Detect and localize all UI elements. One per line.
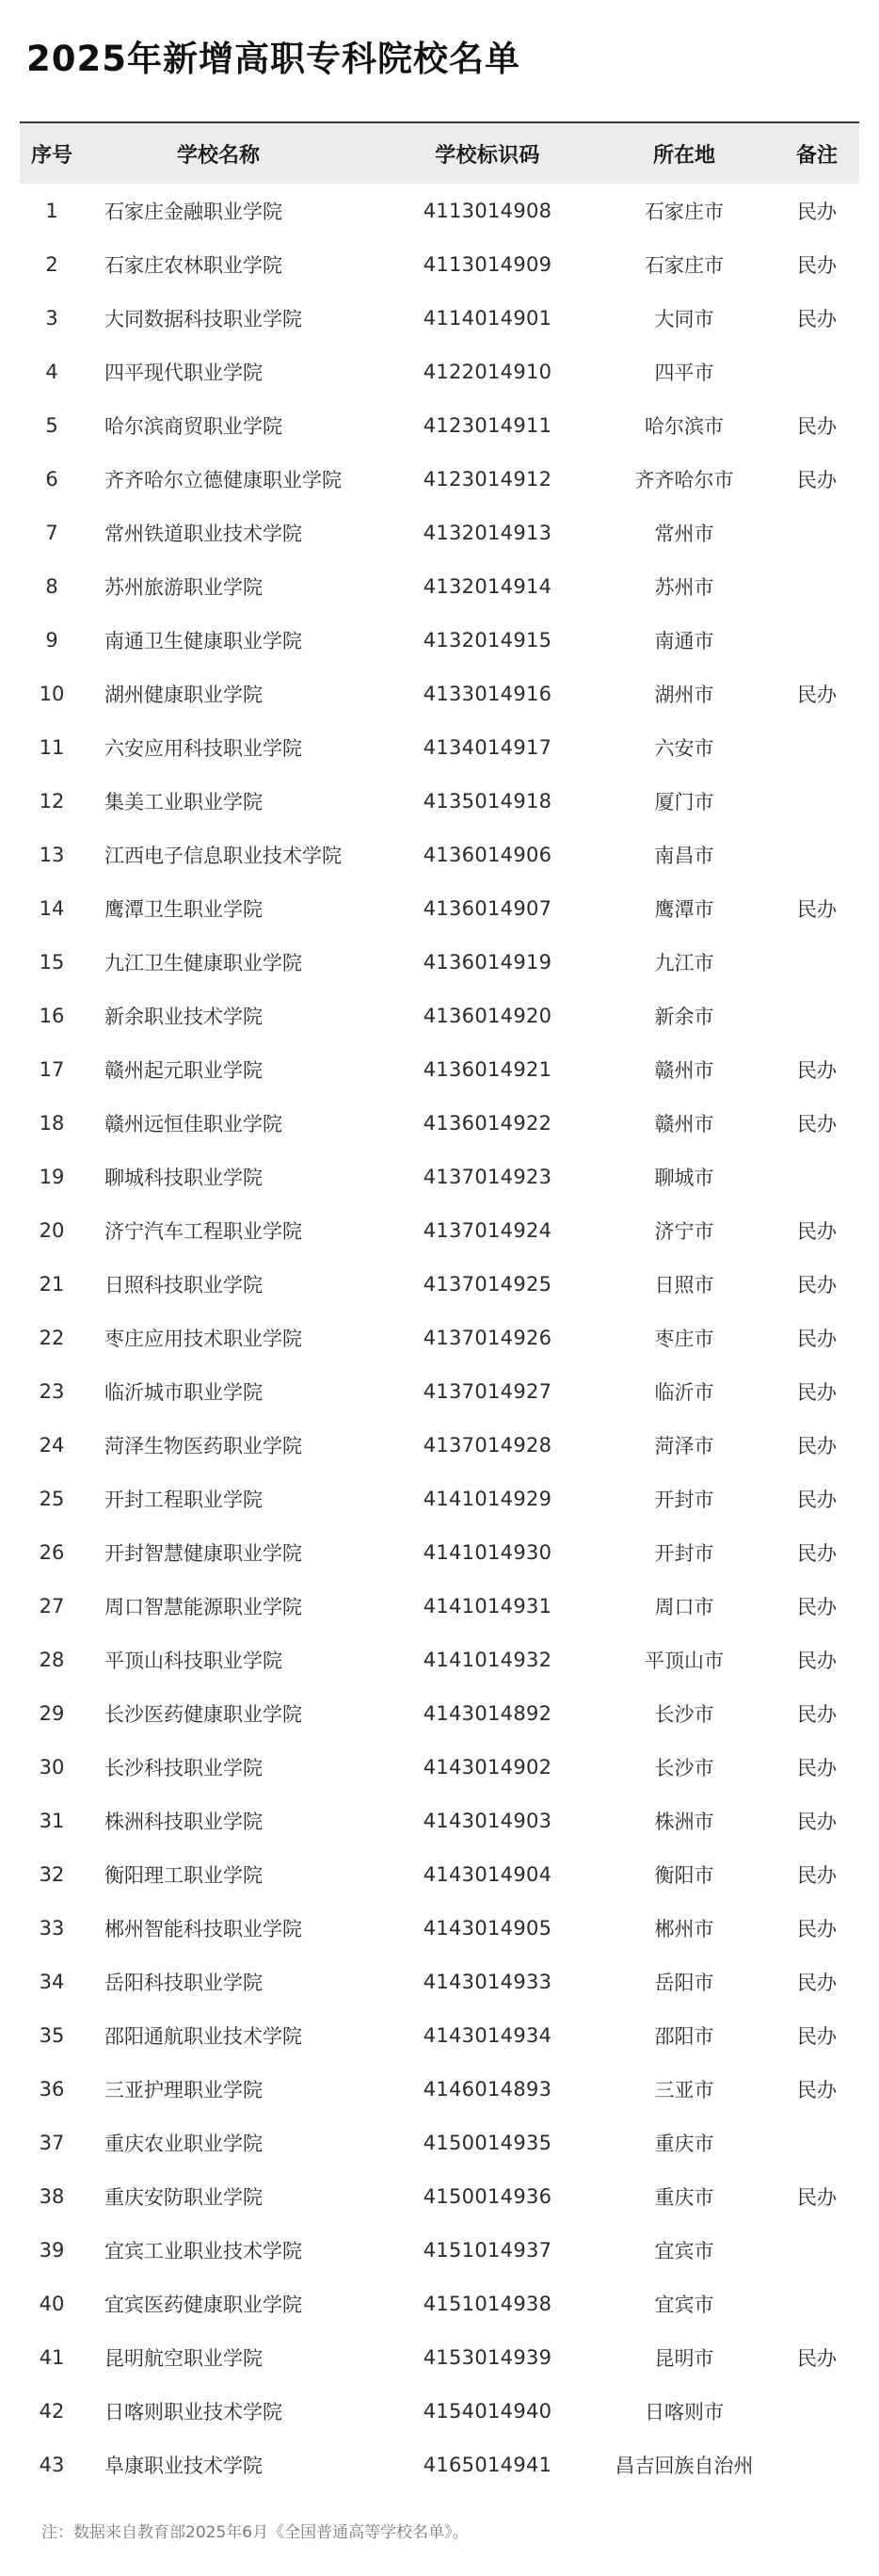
cell-name: 长沙科技职业学院 [104, 1756, 263, 1779]
cell-location: 齐齐哈尔市 [634, 468, 734, 491]
cell-no: 28 [39, 1648, 65, 1671]
cell-location: 四平市 [654, 361, 714, 384]
table-row [20, 2008, 859, 2062]
cell-no: 8 [45, 574, 58, 598]
cell-location: 南昌市 [654, 844, 714, 867]
cell-location: 常州市 [654, 522, 714, 545]
cell-no: 3 [45, 306, 58, 330]
cell-location: 枣庄市 [654, 1327, 714, 1350]
cell-location: 衡阳市 [654, 1863, 714, 1887]
table-row [20, 2169, 859, 2223]
cell-no: 37 [39, 2131, 65, 2154]
cell-no: 34 [39, 1970, 65, 1993]
cell-name: 宜宾工业职业技术学院 [104, 2239, 302, 2262]
cell-note: 民办 [797, 1058, 837, 1082]
cell-note: 民办 [797, 1327, 837, 1350]
table-row [20, 2384, 859, 2438]
cell-location: 湖州市 [654, 683, 714, 706]
cell-name: 新余职业技术学院 [104, 1005, 263, 1028]
cell-no: 38 [39, 2184, 65, 2208]
table-row [20, 1096, 859, 1150]
table-row [20, 237, 859, 291]
cell-name: 邵阳通航职业技术学院 [104, 2024, 302, 2048]
table-row [20, 935, 859, 989]
table-row [20, 1525, 859, 1579]
cell-location: 株洲市 [654, 1810, 714, 1833]
cell-code: 4132014915 [423, 628, 552, 652]
cell-note: 民办 [797, 414, 837, 438]
cell-code: 4150014936 [423, 2184, 552, 2208]
cell-no: 27 [39, 1594, 65, 1618]
table-row [20, 2062, 859, 2116]
cell-no: 33 [39, 1916, 65, 1940]
header-no: 序号 [30, 143, 72, 168]
table-row [20, 2277, 859, 2330]
table-row [20, 1955, 859, 2008]
cell-no: 18 [39, 1111, 65, 1135]
cell-location: 六安市 [654, 736, 714, 760]
cell-location: 日喀则市 [645, 2400, 724, 2423]
table-row [20, 613, 859, 667]
header-note: 备注 [795, 143, 838, 168]
table-row [20, 1794, 859, 1847]
cell-note: 民办 [797, 1863, 837, 1887]
cell-code: 4132014914 [423, 574, 552, 598]
cell-name: 日喀则职业技术学院 [104, 2400, 282, 2423]
cell-code: 4154014940 [423, 2399, 552, 2423]
table-row [20, 2438, 859, 2491]
cell-no: 21 [39, 1272, 65, 1296]
cell-name: 哈尔滨商贸职业学院 [104, 414, 282, 438]
cell-name: 三亚护理职业学院 [104, 2078, 263, 2101]
cell-code: 4150014935 [423, 2131, 552, 2154]
cell-location: 九江市 [654, 951, 714, 974]
cell-name: 鹰潭卫生职业学院 [104, 897, 263, 921]
cell-code: 4136014919 [423, 950, 552, 974]
cell-name: 江西电子信息职业技术学院 [104, 844, 342, 867]
cell-no: 25 [39, 1487, 65, 1510]
cell-no: 4 [45, 360, 58, 383]
cell-code: 4133014916 [423, 682, 552, 705]
cell-no: 12 [39, 789, 65, 813]
cell-name: 枣庄应用技术职业学院 [104, 1327, 302, 1350]
table-row [20, 667, 859, 720]
cell-name: 赣州起元职业学院 [104, 1058, 263, 1082]
cell-location: 哈尔滨市 [645, 414, 724, 438]
cell-note: 民办 [797, 253, 837, 277]
cell-no: 41 [39, 2345, 65, 2369]
cell-note: 民办 [797, 1756, 837, 1779]
cell-code: 4123014912 [423, 467, 552, 491]
cell-location: 聊城市 [654, 1166, 714, 1189]
cell-location: 赣州市 [654, 1112, 714, 1135]
cell-no: 36 [39, 2077, 65, 2101]
cell-no: 31 [39, 1809, 65, 1832]
header-location: 所在地 [652, 143, 715, 168]
table-row [20, 881, 859, 935]
cell-name: 临沂城市职业学院 [104, 1380, 263, 1404]
cell-code: 4151014937 [423, 2238, 552, 2262]
cell-name: 石家庄农林职业学院 [104, 253, 282, 277]
cell-location: 开封市 [654, 1488, 714, 1511]
cell-note: 民办 [797, 1488, 837, 1511]
cell-code: 4113014909 [423, 252, 552, 276]
cell-location: 开封市 [654, 1541, 714, 1565]
page-title: 2025年新增高职专科院校名单 [26, 39, 520, 79]
table-row [20, 559, 859, 613]
cell-code: 4141014930 [423, 1540, 552, 1564]
cell-no: 16 [39, 1004, 65, 1027]
table-body [20, 184, 859, 2491]
cell-no: 17 [39, 1057, 65, 1081]
table-row [20, 1257, 859, 1311]
cell-location: 重庆市 [654, 2132, 714, 2155]
cell-no: 32 [39, 1862, 65, 1886]
cell-location: 长沙市 [654, 1702, 714, 1726]
cell-name: 济宁汽车工程职业学院 [104, 1219, 302, 1243]
cell-note: 民办 [797, 1380, 837, 1404]
cell-no: 39 [39, 2238, 65, 2262]
cell-no: 22 [39, 1326, 65, 1349]
cell-no: 42 [39, 2399, 65, 2423]
cell-no: 7 [45, 521, 58, 544]
cell-note: 民办 [797, 468, 837, 491]
cell-note: 民办 [797, 1917, 837, 1940]
table-row [20, 1150, 859, 1203]
cell-code: 4143014934 [423, 2023, 552, 2047]
cell-name: 衡阳理工职业学院 [104, 1863, 263, 1887]
cell-code: 4143014905 [423, 1916, 552, 1940]
cell-location: 新余市 [654, 1005, 714, 1028]
cell-note: 民办 [797, 307, 837, 330]
header-code: 学校标识码 [435, 143, 540, 168]
cell-code: 4137014927 [423, 1379, 552, 1403]
table-row [20, 184, 859, 237]
cell-location: 厦门市 [654, 790, 714, 813]
cell-location: 郴州市 [654, 1917, 714, 1940]
cell-code: 4136014907 [423, 896, 552, 920]
cell-code: 4136014920 [423, 1004, 552, 1027]
cell-no: 6 [45, 467, 58, 491]
cell-name: 周口智慧能源职业学院 [104, 1595, 302, 1618]
cell-location: 苏州市 [654, 575, 714, 599]
cell-code: 4146014893 [423, 2077, 552, 2101]
cell-note: 民办 [797, 1273, 837, 1296]
cell-note: 民办 [797, 1541, 837, 1565]
cell-no: 11 [39, 735, 65, 759]
cell-name: 集美工业职业学院 [104, 790, 263, 813]
cell-name: 重庆农业职业学院 [104, 2132, 263, 2155]
cell-note: 民办 [797, 1702, 837, 1726]
table-row [20, 1579, 859, 1633]
cell-name: 六安应用科技职业学院 [104, 736, 302, 760]
cell-code: 4165014941 [423, 2453, 552, 2476]
cell-no: 15 [39, 950, 65, 974]
cell-no: 30 [39, 1755, 65, 1779]
cell-code: 4136014906 [423, 843, 552, 866]
cell-code: 4122014910 [423, 360, 552, 383]
cell-location: 赣州市 [654, 1058, 714, 1082]
cell-location: 鹰潭市 [654, 897, 714, 921]
cell-name: 平顶山科技职业学院 [104, 1649, 282, 1672]
cell-no: 43 [39, 2453, 65, 2476]
cell-no: 10 [39, 682, 65, 705]
cell-code: 4135014918 [423, 789, 552, 813]
table-row [20, 345, 859, 398]
cell-location: 大同市 [654, 307, 714, 330]
cell-note: 民办 [797, 897, 837, 921]
cell-location: 昌吉回族自治州 [615, 2454, 754, 2477]
cell-code: 4137014925 [423, 1272, 552, 1296]
cell-code: 4114014901 [423, 306, 552, 330]
table-row [20, 720, 859, 774]
cell-name: 四平现代职业学院 [104, 361, 263, 384]
cell-name: 株洲科技职业学院 [104, 1810, 263, 1833]
cell-name: 日照科技职业学院 [104, 1273, 263, 1296]
footnote: 注：数据来自教育部2025年6月《全国普通高等学校名单》。 [41, 2523, 469, 2542]
cell-name: 郴州智能科技职业学院 [104, 1917, 302, 1940]
cell-location: 石家庄市 [645, 200, 724, 223]
cell-code: 4143014902 [423, 1755, 552, 1779]
cell-note: 民办 [797, 2024, 837, 2048]
cell-name: 菏泽生物医药职业学院 [104, 1434, 302, 1457]
cell-code: 4137014926 [423, 1326, 552, 1349]
cell-name: 大同数据科技职业学院 [104, 307, 302, 330]
table-row [20, 506, 859, 559]
table-row [20, 989, 859, 1042]
header-name: 学校名称 [176, 143, 260, 168]
cell-name: 九江卫生健康职业学院 [104, 951, 302, 974]
cell-name: 石家庄金融职业学院 [104, 200, 282, 223]
table-row [20, 774, 859, 828]
cell-location: 日照市 [654, 1273, 714, 1296]
table-row [20, 2330, 859, 2384]
table-row [20, 1472, 859, 1525]
schools-table [20, 123, 859, 2491]
cell-name: 赣州远恒佳职业学院 [104, 1112, 282, 1135]
cell-location: 邵阳市 [654, 2024, 714, 2048]
cell-no: 19 [39, 1165, 65, 1188]
table-row [20, 291, 859, 345]
cell-no: 35 [39, 2023, 65, 2047]
cell-code: 4137014928 [423, 1433, 552, 1457]
cell-name: 长沙医药健康职业学院 [104, 1702, 302, 1726]
cell-no: 5 [45, 413, 58, 437]
table-row [20, 1740, 859, 1794]
cell-location: 长沙市 [654, 1756, 714, 1779]
cell-name: 阜康职业技术学院 [104, 2454, 263, 2477]
cell-no: 23 [39, 1379, 65, 1403]
cell-no: 20 [39, 1218, 65, 1242]
table-row [20, 1847, 859, 1901]
cell-location: 三亚市 [654, 2078, 714, 2101]
cell-code: 4136014922 [423, 1111, 552, 1135]
table-row [20, 398, 859, 452]
cell-code: 4113014908 [423, 199, 552, 222]
cell-name: 湖州健康职业学院 [104, 683, 263, 706]
table-row [20, 1311, 859, 1364]
cell-code: 4123014911 [423, 413, 552, 437]
cell-name: 开封智慧健康职业学院 [104, 1541, 302, 1565]
cell-no: 14 [39, 896, 65, 920]
cell-code: 4141014932 [423, 1648, 552, 1671]
cell-code: 4151014938 [423, 2292, 552, 2315]
cell-code: 4137014923 [423, 1165, 552, 1188]
cell-location: 平顶山市 [645, 1649, 724, 1672]
table-row [20, 1633, 859, 1686]
cell-location: 重庆市 [654, 2185, 714, 2209]
cell-name: 昆明航空职业学院 [104, 2346, 263, 2370]
table-row [20, 2223, 859, 2277]
cell-note: 民办 [797, 1971, 837, 1994]
table-row [20, 452, 859, 506]
cell-name: 开封工程职业学院 [104, 1488, 263, 1511]
cell-note: 民办 [797, 2346, 837, 2370]
cell-no: 26 [39, 1540, 65, 1564]
cell-code: 4137014924 [423, 1218, 552, 1242]
cell-code: 4143014933 [423, 1970, 552, 1993]
table-row [20, 1686, 859, 1740]
cell-note: 民办 [797, 1219, 837, 1243]
table-row [20, 828, 859, 881]
cell-code: 4134014917 [423, 735, 552, 759]
table-row [20, 1203, 859, 1257]
cell-name: 聊城科技职业学院 [104, 1166, 263, 1189]
cell-location: 济宁市 [654, 1219, 714, 1243]
cell-name: 常州铁道职业技术学院 [104, 522, 302, 545]
cell-name: 重庆安防职业学院 [104, 2185, 263, 2209]
cell-code: 4153014939 [423, 2345, 552, 2369]
cell-no: 9 [45, 628, 58, 652]
table-row [20, 1901, 859, 1955]
cell-no: 2 [45, 252, 58, 276]
table-row [20, 1364, 859, 1418]
cell-location: 周口市 [654, 1595, 714, 1618]
cell-code: 4132014913 [423, 521, 552, 544]
cell-note: 民办 [797, 1649, 837, 1672]
cell-location: 宜宾市 [654, 2293, 714, 2316]
cell-code: 4143014892 [423, 1701, 552, 1725]
cell-code: 4141014929 [423, 1487, 552, 1510]
cell-note: 民办 [797, 1810, 837, 1833]
cell-location: 临沂市 [654, 1380, 714, 1404]
cell-code: 4143014903 [423, 1809, 552, 1832]
cell-location: 石家庄市 [645, 253, 724, 277]
cell-location: 菏泽市 [654, 1434, 714, 1457]
cell-no: 40 [39, 2292, 65, 2315]
cell-location: 昆明市 [654, 2346, 714, 2370]
cell-location: 岳阳市 [654, 1971, 714, 1994]
cell-location: 宜宾市 [654, 2239, 714, 2262]
table-row [20, 2116, 859, 2169]
cell-code: 4136014921 [423, 1057, 552, 1081]
cell-code: 4141014931 [423, 1594, 552, 1618]
cell-note: 民办 [797, 683, 837, 706]
cell-code: 4143014904 [423, 1862, 552, 1886]
table-row [20, 1418, 859, 1472]
cell-name: 南通卫生健康职业学院 [104, 629, 302, 652]
cell-note: 民办 [797, 1595, 837, 1618]
cell-no: 24 [39, 1433, 65, 1457]
cell-note: 民办 [797, 1434, 837, 1457]
cell-no: 13 [39, 843, 65, 866]
cell-name: 岳阳科技职业学院 [104, 1971, 263, 1994]
cell-note: 民办 [797, 2185, 837, 2209]
table-row [20, 1042, 859, 1096]
cell-name: 宜宾医药健康职业学院 [104, 2293, 302, 2316]
cell-name: 苏州旅游职业学院 [104, 575, 263, 599]
cell-location: 南通市 [654, 629, 714, 652]
cell-no: 29 [39, 1701, 65, 1725]
table-header-row [20, 123, 859, 184]
cell-no: 1 [45, 199, 58, 222]
cell-note: 民办 [797, 200, 837, 223]
cell-note: 民办 [797, 1112, 837, 1135]
cell-name: 齐齐哈尔立德健康职业学院 [104, 468, 342, 491]
cell-note: 民办 [797, 2078, 837, 2101]
